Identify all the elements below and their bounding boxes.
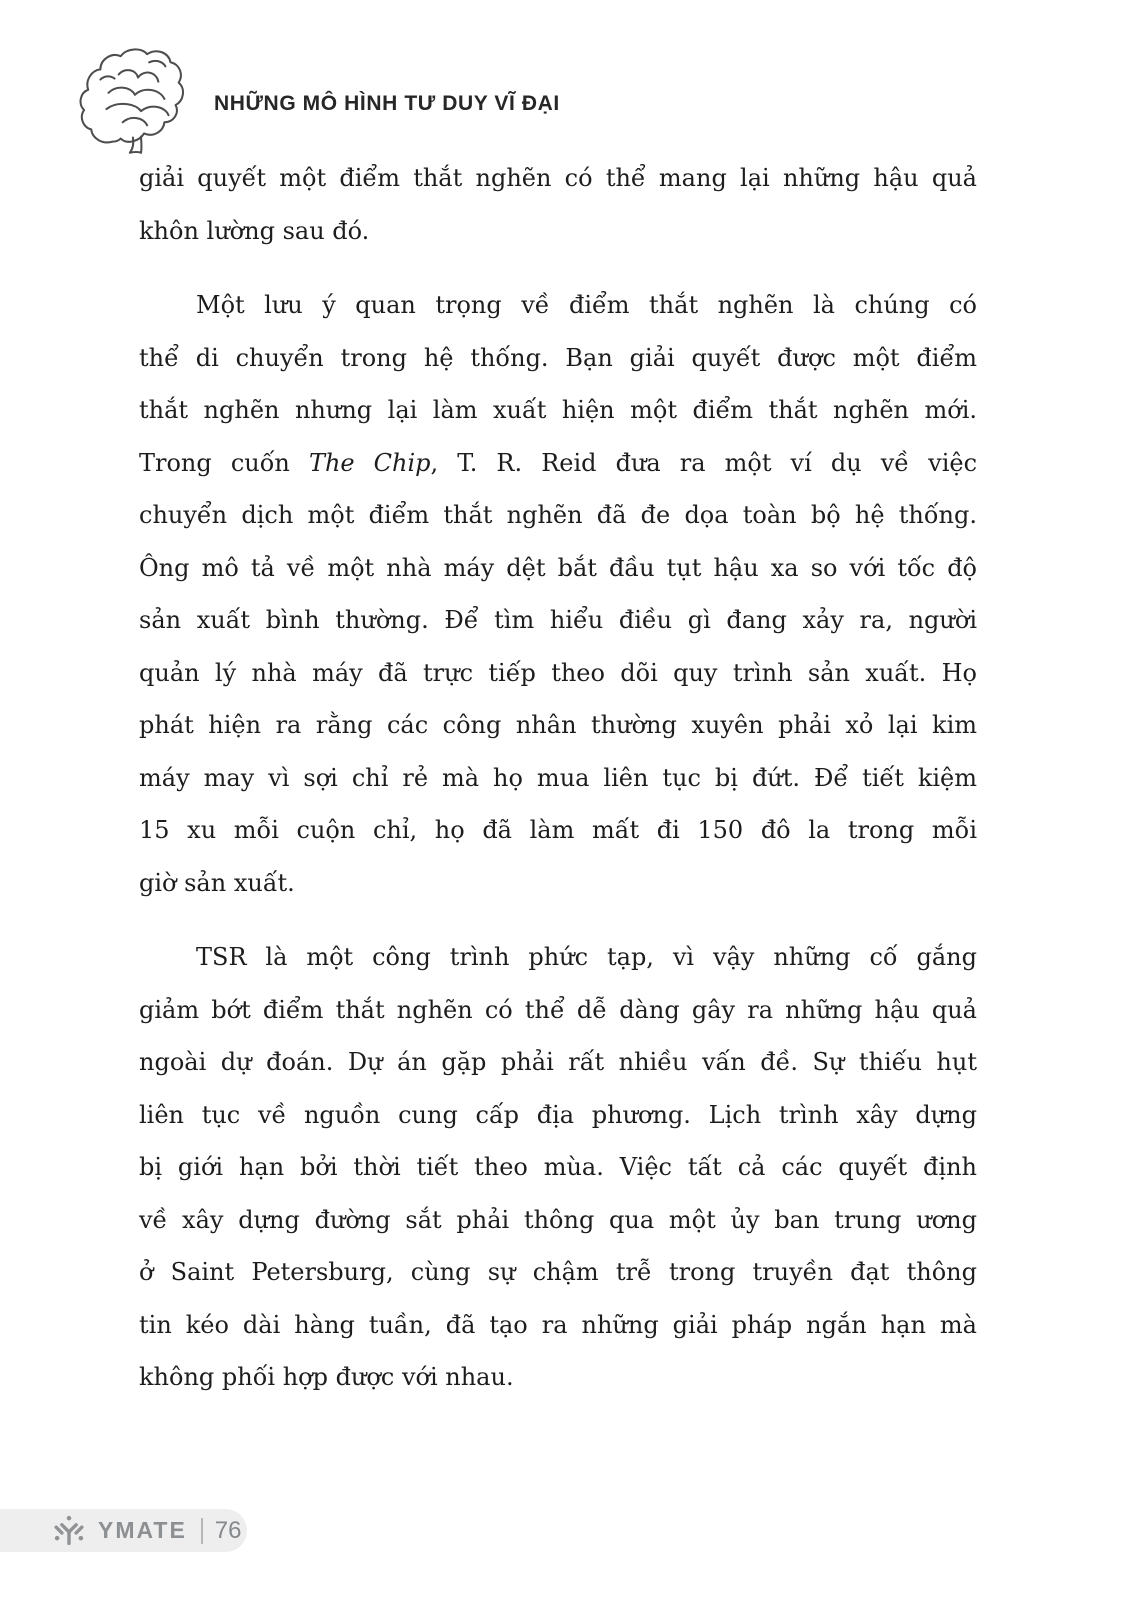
text-line: máy may vì sợi chỉ rẻ mà họ mua liên tục bị đứt. Để tiết kiệm xyxy=(139,763,977,792)
paragraph xyxy=(139,279,977,909)
text-line: khôn lường sau đó. xyxy=(139,216,370,245)
text-line: về xây dựng đường sắt phải thông qua một ủy ban trung ương xyxy=(139,1205,977,1234)
chapter-title: NHỮNG MÔ HÌNH TƯ DUY VĨ ĐẠI xyxy=(214,92,560,115)
text-line: tin kéo dài hàng tuần, đã tạo ra những giải pháp ngắn hạn mà xyxy=(139,1310,977,1339)
text-line: giờ sản xuất. xyxy=(139,868,295,897)
text-line: ở Saint Petersburg, cùng sự chậm trễ trong truyền đạt thông xyxy=(139,1258,977,1286)
text-line: Một lưu ý quan trọng về điểm thắt nghẽn là chúng có xyxy=(196,291,977,319)
text-line: bị giới hạn bởi thời tiết theo mùa. Việc tất cả các quyết định xyxy=(139,1153,977,1181)
ymate-logo-icon xyxy=(50,1512,88,1550)
text-line: chuyển dịch một điểm thắt nghẽn đã đe dọa toàn bộ hệ thống. xyxy=(139,501,977,529)
text-line: Ông mô tả về một nhà máy dệt bắt đầu tụt hậu xa so với tốc độ xyxy=(139,553,977,582)
text-line: ngoài dự đoán. Dự án gặp phải rất nhiều vấn đề. Sự thiếu hụt xyxy=(139,1048,977,1076)
page-header xyxy=(0,0,1142,170)
footer-pill xyxy=(0,1509,247,1552)
brain-icon xyxy=(78,44,200,166)
footer-divider xyxy=(201,1518,203,1544)
text-line: TSR là một công trình phức tạp, vì vậy những cố gắng xyxy=(196,943,977,971)
paragraph xyxy=(139,931,977,1404)
page-number: 76 xyxy=(214,1516,242,1544)
text-line: giải quyết một điểm thắt nghẽn có thể mang lại những hậu quả xyxy=(139,164,977,192)
text-line: quản lý nhà máy đã trực tiếp theo dõi quy trình sản xuất. Họ xyxy=(139,658,977,687)
text-line: giảm bớt điểm thắt nghẽn có thể dễ dàng gây ra những hậu quả xyxy=(139,995,977,1024)
text-line: phát hiện ra rằng các công nhân thường xuyên phải xỏ lại kim xyxy=(139,711,977,739)
paragraph xyxy=(139,152,977,257)
text-line: thắt nghẽn nhưng lại làm xuất hiện một điểm thắt nghẽn mới. xyxy=(139,396,977,424)
text-line: không phối hợp được với nhau. xyxy=(139,1363,514,1391)
text-line: sản xuất bình thường. Để tìm hiểu điều gì đang xảy ra, người xyxy=(139,606,977,634)
text-line: liên tục về nguồn cung cấp địa phương. Lịch trình xây dựng xyxy=(139,1100,977,1129)
brand-name: YMATE xyxy=(98,1517,187,1543)
text-line: Trong cuốn The Chip, T. R. Reid đưa ra một ví dụ về việc xyxy=(139,448,978,477)
text-column xyxy=(139,152,977,1404)
text-line: 15 xu mỗi cuộn chỉ, họ đã làm mất đi 150 đô la trong mỗi xyxy=(139,816,977,844)
text-line: thể di chuyển trong hệ thống. Bạn giải quyết được một điểm xyxy=(139,343,977,372)
